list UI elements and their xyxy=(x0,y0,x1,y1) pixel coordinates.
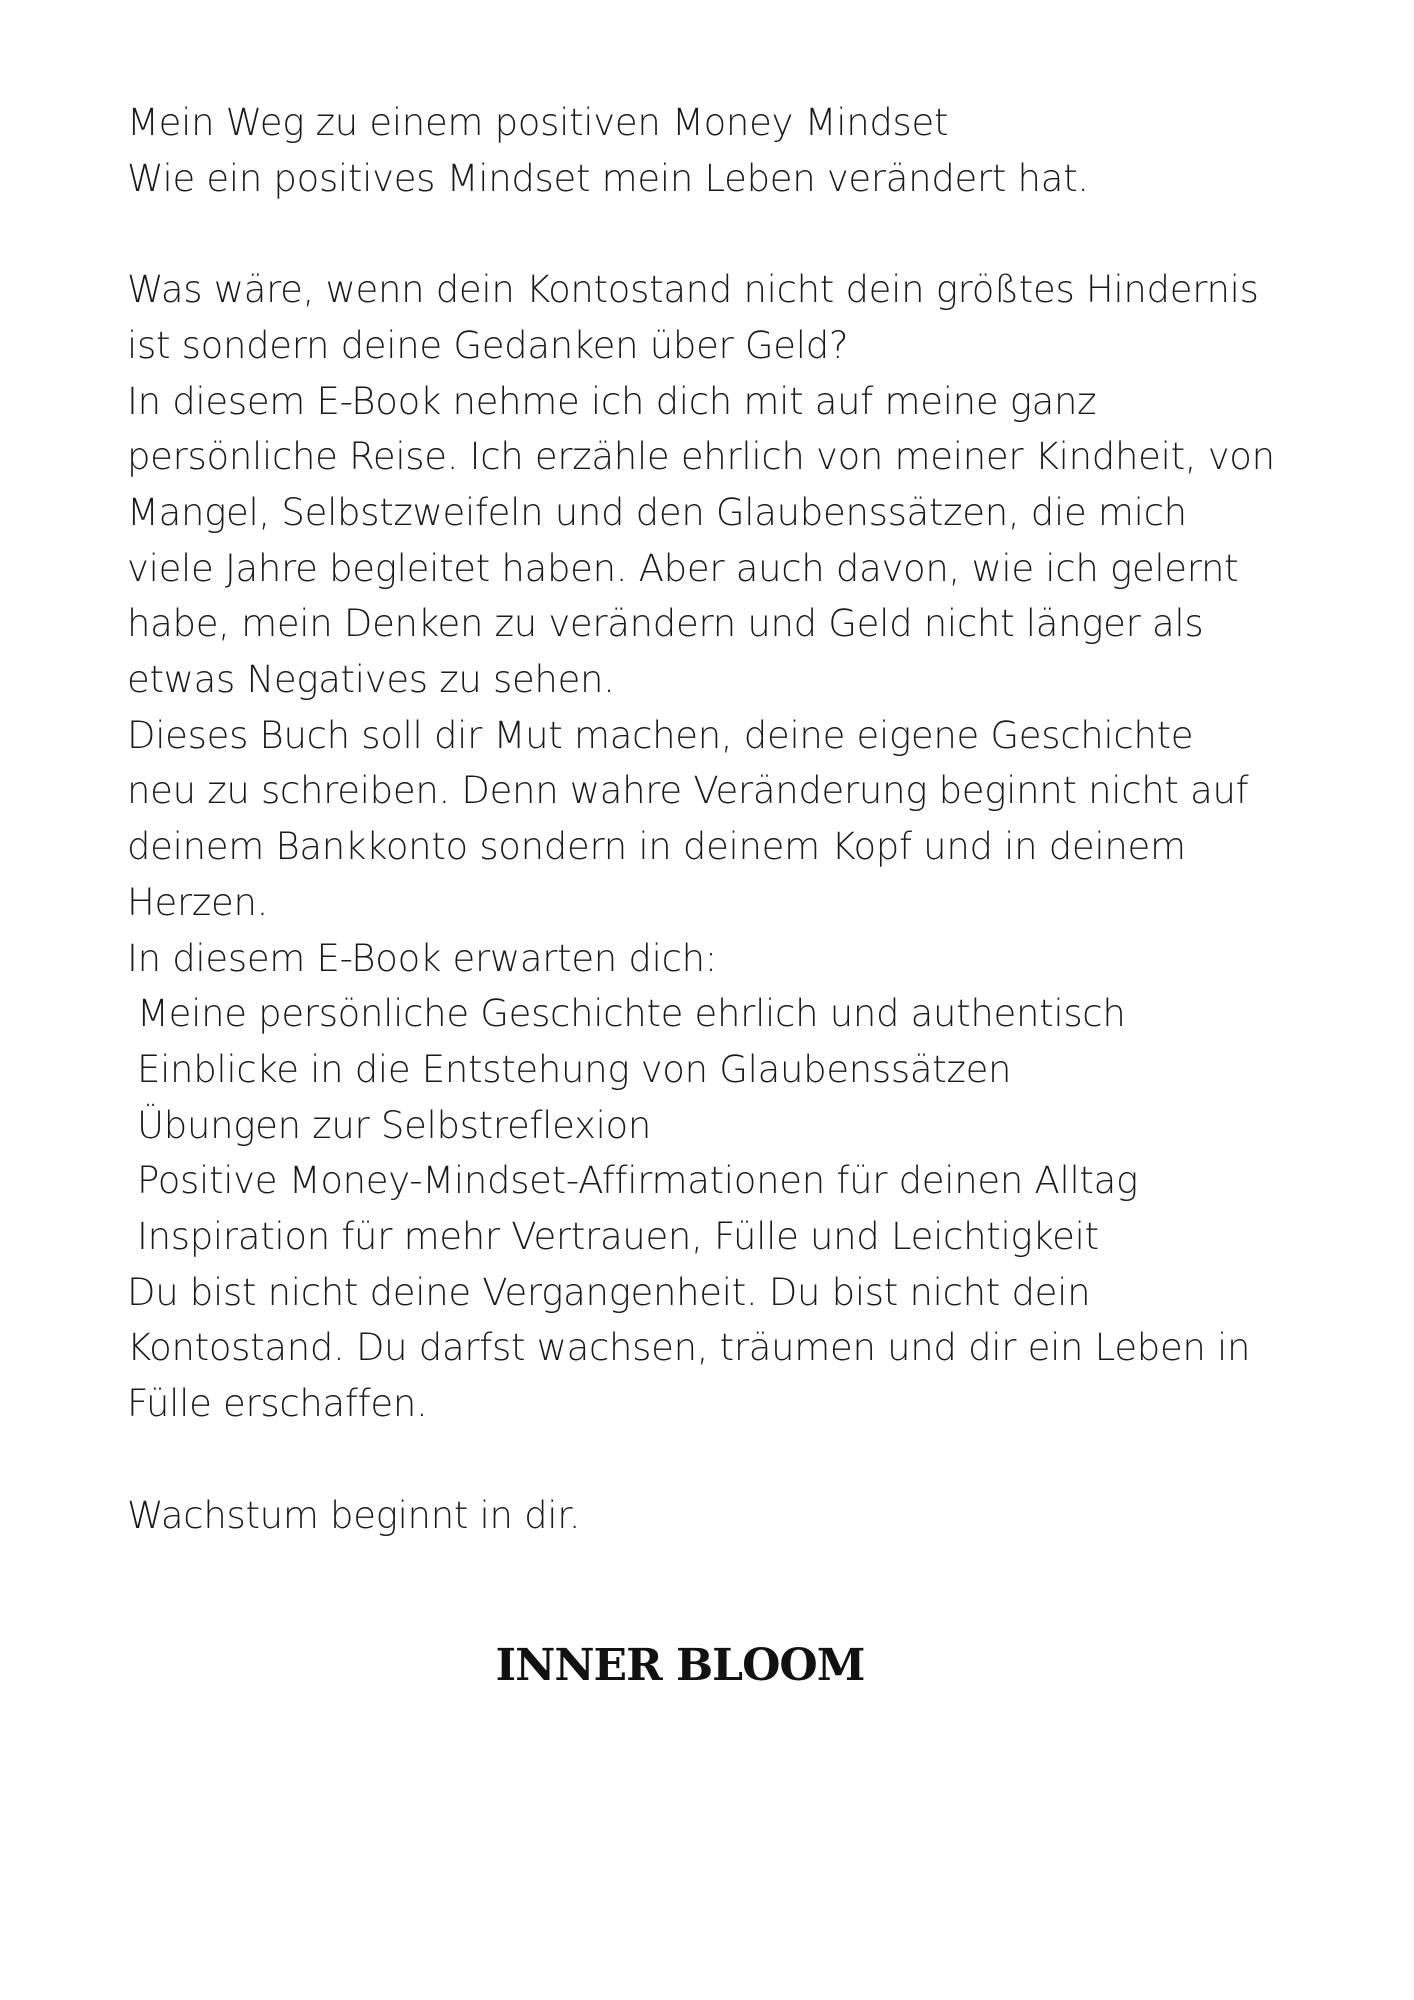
list-item: Inspiration für mehr Vertrauen, Fülle und Leichtigkeit xyxy=(137,1215,1099,1259)
document-body xyxy=(127,95,1327,1543)
intro-line: ist sondern deine Gedanken über Geld? xyxy=(127,323,849,367)
list-item: Übungen zur Selbstreflexion xyxy=(137,1103,652,1147)
paragraph-spacer xyxy=(127,1432,1327,1488)
intro-line: deinem Bankkonto sondern in deinem Kopf und in deinem xyxy=(127,825,1186,869)
intro-line: In diesem E-Book nehme ich dich mit auf meine ganz xyxy=(127,379,1097,423)
intro-line: etwas Negatives zu sehen. xyxy=(127,658,615,702)
intro-line: Herzen. xyxy=(127,880,269,924)
list-intro-line: In diesem E-Book erwarten dich: xyxy=(127,936,717,980)
intro-line: viele Jahre begleitet haben. Aber auch davon, wie ich gelernt xyxy=(127,546,1239,590)
list-item: Meine persönliche Geschichte ehrlich und authentisch xyxy=(137,992,1126,1036)
intro-line: Was wäre, wenn dein Kontostand nicht dein größtes Hindernis xyxy=(127,268,1259,312)
closing-line: Du bist nicht deine Vergangenheit. Du bist nicht dein xyxy=(127,1270,1091,1314)
list-item: Positive Money-Mindset-Affirmationen für deinen Alltag xyxy=(137,1159,1138,1203)
intro-line: Dieses Buch soll dir Mut machen, deine eigene Geschichte xyxy=(127,713,1194,757)
paragraph-spacer xyxy=(127,206,1327,262)
intro-line: Mangel, Selbstzweifeln und den Glaubenssätzen, die mich xyxy=(127,490,1187,534)
intro-line: habe, mein Denken zu verändern und Geld nicht länger als xyxy=(127,602,1204,646)
closing-line: Fülle erschaffen. xyxy=(127,1382,428,1426)
list-item: Einblicke in die Entstehung von Glaubenssätzen xyxy=(137,1047,1012,1091)
tagline: Wachstum beginnt in dir. xyxy=(127,1493,581,1537)
subheading-line: Wie ein positives Mindset mein Leben verändert hat. xyxy=(127,156,1089,200)
heading-line: Mein Weg zu einem positiven Money Mindset xyxy=(127,101,949,144)
closing-line: Kontostand. Du darfst wachsen, träumen und dir ein Leben in xyxy=(127,1326,1251,1370)
intro-line: persönliche Reise. Ich erzähle ehrlich von meiner Kindheit, von xyxy=(127,435,1275,479)
intro-line: neu zu schreiben. Denn wahre Veränderung beginnt nicht auf xyxy=(127,769,1249,813)
brand-name: INNER BLOOM xyxy=(495,1640,865,1691)
